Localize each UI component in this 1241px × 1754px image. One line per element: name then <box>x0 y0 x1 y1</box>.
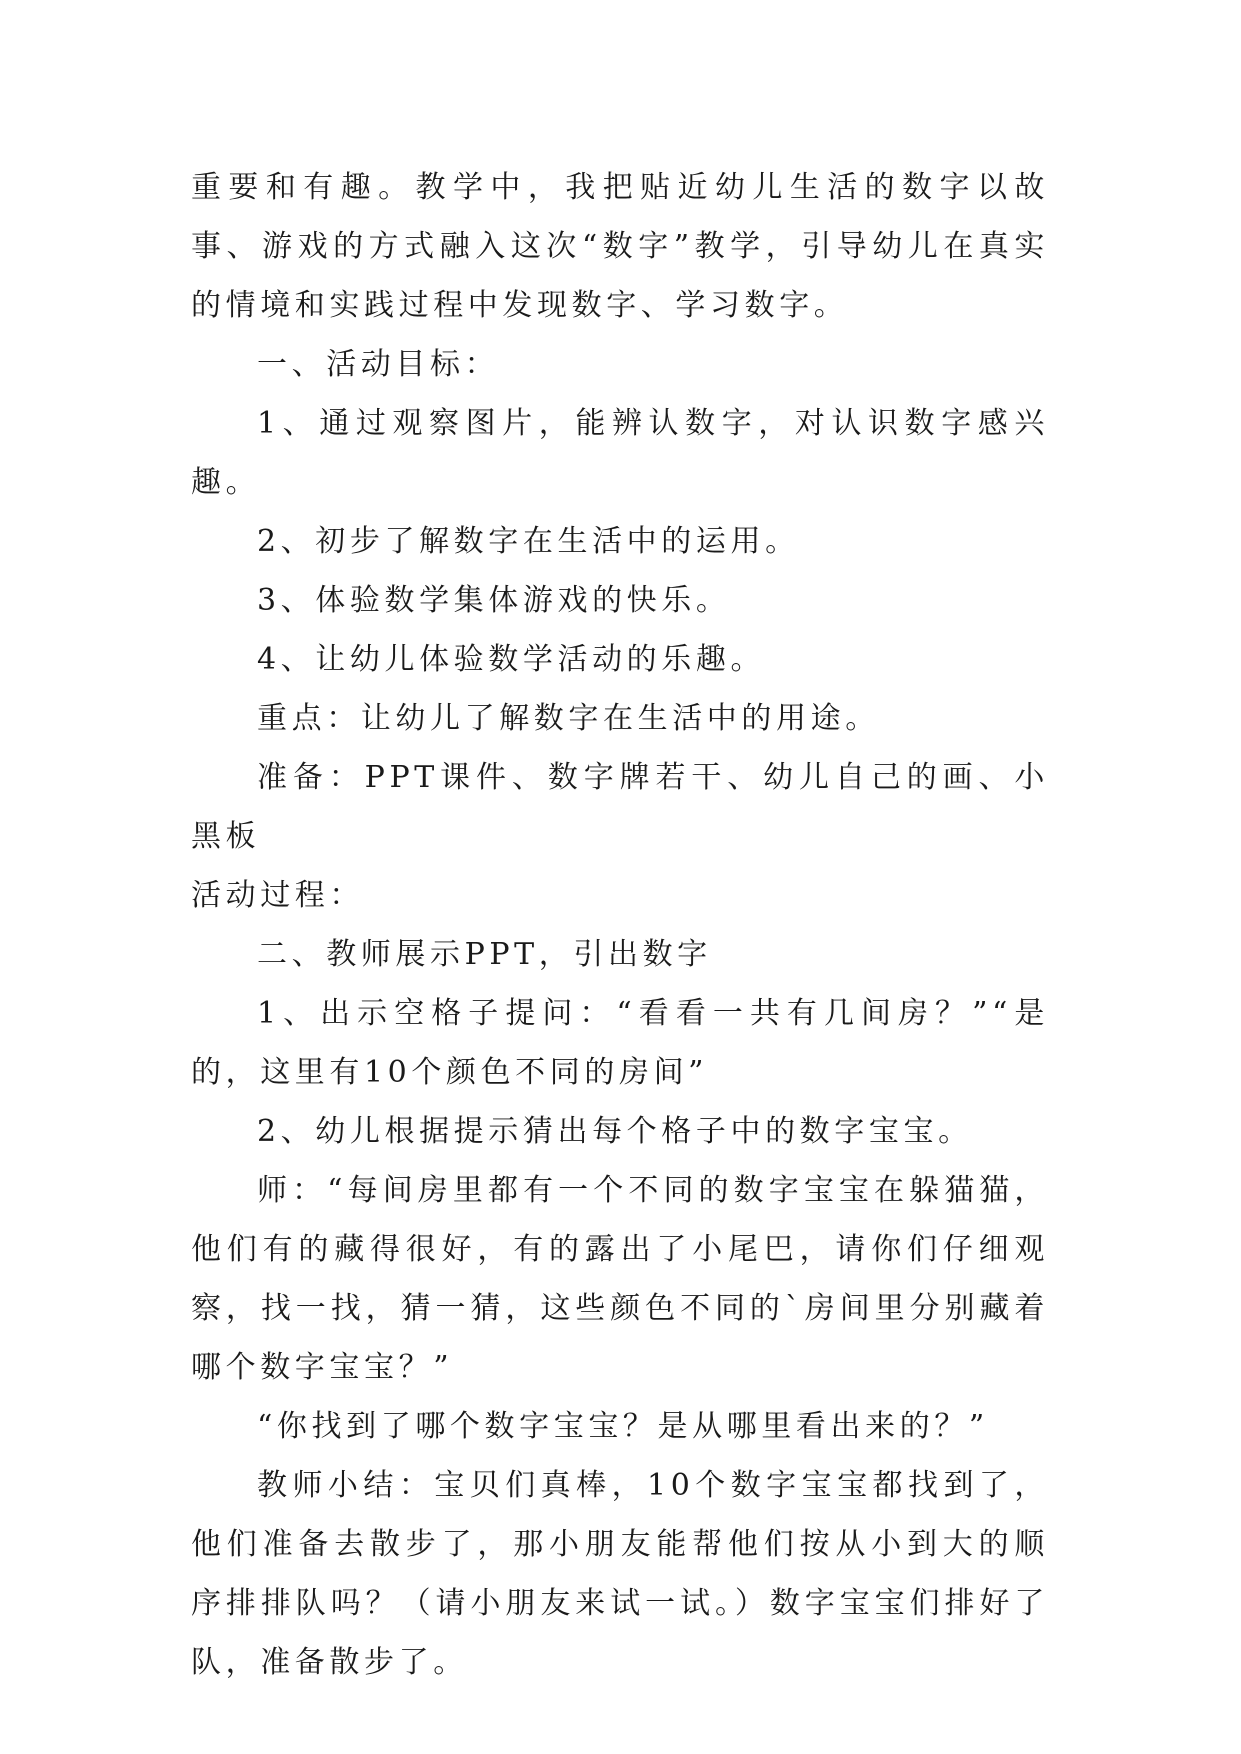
preparation: 准备：PPT课件、数字牌若干、幼儿自己的画、小黑板 <box>191 760 1049 854</box>
step-2-guess: 2、幼儿根据提示猜出每个格子中的数字宝宝。 <box>257 1114 973 1149</box>
goal-item-1: 1、通过观察图片，能辨认数字，对认识数字感兴趣。 <box>191 406 1049 500</box>
goal-item-3: 3、体验数学集体游戏的快乐。 <box>257 583 731 618</box>
goal-item-4: 4、让幼儿体验数学活动的乐趣。 <box>257 642 766 677</box>
key-point: 重点：让幼儿了解数字在生活中的用途。 <box>257 701 880 736</box>
goal-item-2: 2、初步了解数字在生活中的运用。 <box>257 524 800 559</box>
document-body <box>191 158 1049 1692</box>
teacher-dialogue: 师：“每间房里都有一个不同的数字宝宝在躲猫猫，他们有的藏得很好，有的露出了小尾巴，请你们仔细观察，找一找，猜一猜，这些颜色不同的`房间里分别藏着哪个数字宝宝？” <box>191 1173 1049 1385</box>
section-heading-ppt: 二、教师展示PPT，引出数字 <box>257 937 712 972</box>
teacher-question: “你找到了哪个数字宝宝？是从哪里看出来的？” <box>257 1409 989 1444</box>
section-heading-activity-goals: 一、活动目标： <box>257 347 500 382</box>
step-1-question: 1、出示空格子提问：“看看一共有几间房？”“是的，这里有10个颜色不同的房间” <box>191 996 1049 1090</box>
section-heading-activity-process: 活动过程： <box>191 878 364 913</box>
paragraph-intro-continuation: 重要和有趣。教学中，我把贴近幼儿生活的数字以故事、游戏的方式融入这次“数字”教学，引导幼儿在真实的情境和实践过程中发现数字、学习数字。 <box>191 170 1049 323</box>
teacher-summary: 教师小结：宝贝们真棒，10个数字宝宝都找到了，他们准备去散步了，那小朋友能帮他们按从小到大的顺序排排队吗？（请小朋友来试一试。）数字宝宝们排好了队，准备散步了。 <box>191 1468 1049 1680</box>
